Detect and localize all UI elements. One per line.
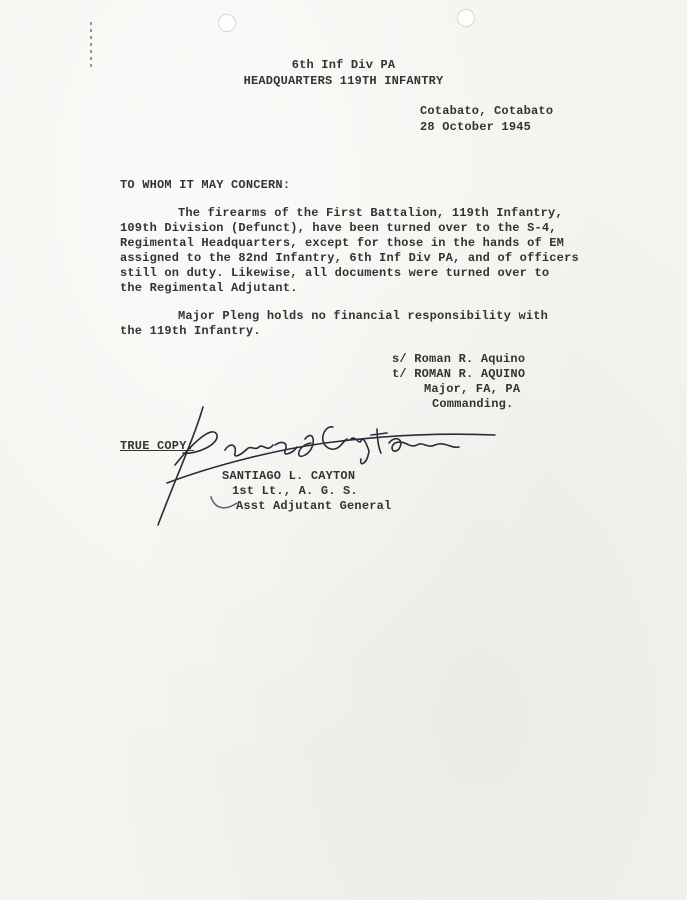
paragraph-line: still on duty. Likewise, all documents were turned over to	[120, 266, 550, 280]
dateline-date: 28 October 1945	[420, 120, 532, 134]
paragraph-line: 109th Division (Defunct), have been turned over to the S-4,	[120, 221, 557, 235]
paragraph-line: The firearms of the First Battalion, 119th Infantry,	[178, 206, 563, 220]
certifier-name: SANTIAGO L. CAYTON	[222, 469, 356, 483]
handwritten-signature-icon	[155, 405, 515, 535]
true-copy-label: TRUE COPY:	[120, 439, 195, 453]
punch-hole-right	[457, 9, 475, 27]
typed-name: t/ ROMAN R. AQUINO	[392, 367, 526, 381]
header-headquarters: HEADQUARTERS 119TH INFANTRY	[243, 74, 444, 88]
position: Commanding.	[432, 397, 514, 411]
paragraph-line: Major Pleng holds no financial responsibility with	[178, 309, 549, 323]
salutation: TO WHOM IT MAY CONCERN:	[120, 178, 291, 192]
rank-branch: Major, FA, PA	[424, 382, 521, 396]
paragraph-line: Regimental Headquarters, except for those in the hands of EM	[120, 236, 565, 250]
paragraph-line: assigned to the 82nd Infantry, 6th Inf Div PA, and of officers	[120, 251, 579, 265]
signed-name: s/ Roman R. Aquino	[392, 352, 526, 366]
paragraph-line: the 119th Infantry.	[120, 324, 261, 338]
header-division: 6th Inf Div PA	[291, 58, 396, 72]
certifier-title: Asst Adjutant General	[236, 499, 392, 513]
punch-hole-left	[218, 14, 236, 32]
dateline-place: Cotabato, Cotabato	[420, 104, 554, 118]
paragraph-line: the Regimental Adjutant.	[120, 281, 298, 295]
certifier-rank: 1st Lt., A. G. S.	[232, 484, 358, 498]
